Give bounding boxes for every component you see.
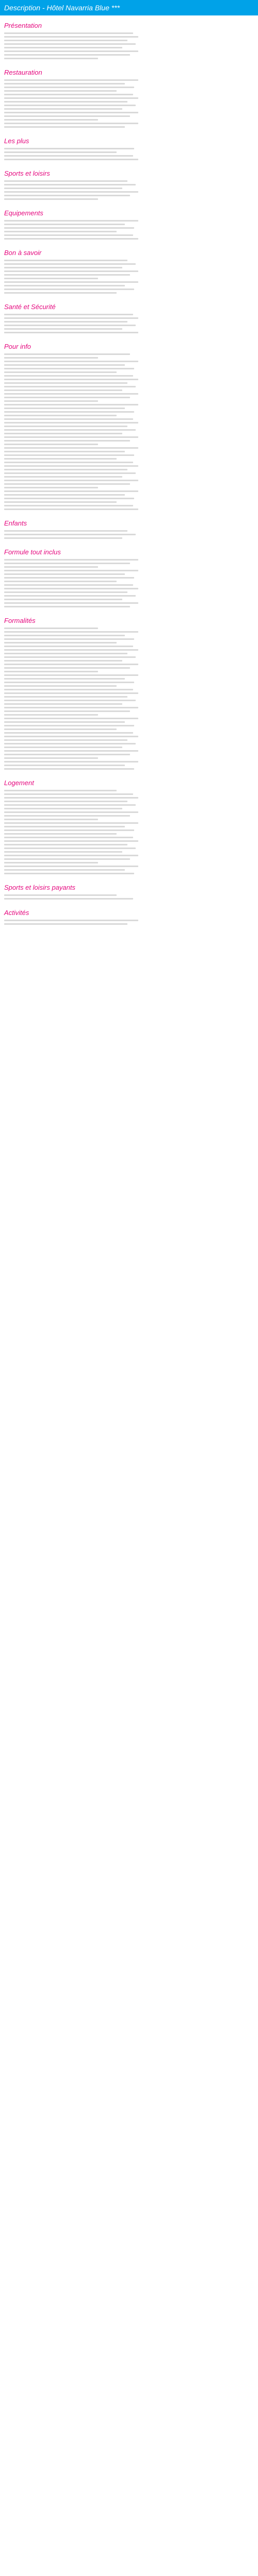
text-line-placeholder: [4, 101, 127, 103]
text-line-placeholder: [4, 278, 98, 279]
text-line-placeholder: [4, 692, 138, 694]
text-line-placeholder: [4, 454, 134, 456]
text-line-placeholder: [4, 757, 98, 759]
text-line-placeholder: [4, 602, 138, 604]
text-line-placeholder: [4, 411, 134, 413]
text-line-placeholder: [4, 591, 127, 593]
text-line-placeholder: [4, 920, 138, 921]
text-line-placeholder: [4, 736, 138, 737]
text-line-placeholder: [4, 155, 133, 157]
text-line-placeholder: [4, 105, 136, 106]
text-line-placeholder: [4, 638, 134, 640]
section-title: Santé et Sécurité: [4, 303, 56, 311]
text-line-placeholder: [4, 119, 98, 121]
text-line-placeholder: [4, 274, 130, 276]
text-line-placeholder: [4, 285, 125, 286]
text-line-placeholder: [4, 696, 127, 698]
text-line-placeholder: [4, 447, 138, 449]
text-line-placeholder: [4, 894, 117, 896]
text-line-placeholder: [4, 357, 98, 359]
text-line-placeholder: [4, 184, 136, 185]
text-line-placeholder: [4, 198, 98, 200]
section-title: Equipements: [4, 209, 43, 217]
text-line-placeholder: [4, 429, 136, 431]
text-line-placeholder: [4, 483, 130, 485]
text-line-placeholder: [4, 433, 122, 434]
section-title: Sports et loisirs: [4, 170, 50, 177]
text-line-placeholder: [4, 292, 117, 294]
text-line-placeholder: [4, 606, 130, 607]
text-line-placeholder: [4, 321, 127, 323]
page-title: Description - Hôtel Navarria Blue ***: [4, 4, 120, 12]
section-restauration: [4, 69, 138, 128]
text-line-placeholder: [4, 260, 127, 261]
section-title: Pour info: [4, 343, 31, 350]
text-line-placeholder: [4, 869, 125, 871]
text-line-placeholder: [4, 700, 136, 701]
text-line-placeholder: [4, 851, 122, 853]
text-line-placeholder: [4, 332, 138, 333]
text-line-placeholder: [4, 188, 122, 189]
text-line-placeholder: [4, 747, 122, 748]
section-title: Restauration: [4, 69, 42, 76]
text-line-placeholder: [4, 234, 133, 236]
text-line-placeholder: [4, 50, 138, 52]
text-line-placeholder: [4, 728, 117, 730]
text-line-placeholder: [4, 180, 127, 182]
text-line-placeholder: [4, 563, 130, 564]
text-line-placeholder: [4, 703, 122, 705]
text-line-placeholder: [4, 270, 138, 272]
text-line-placeholder: [4, 793, 133, 795]
text-line-placeholder: [4, 537, 122, 539]
text-line-placeholder: [4, 667, 130, 669]
text-line-placeholder: [4, 151, 117, 153]
text-line-placeholder: [4, 325, 136, 326]
text-line-placeholder: [4, 829, 134, 831]
text-line-placeholder: [4, 646, 133, 647]
text-line-placeholder: [4, 570, 138, 571]
text-line-placeholder: [4, 671, 98, 672]
text-line-placeholder: [4, 577, 134, 579]
text-line-placeholder: [4, 451, 125, 452]
text-line-placeholder: [4, 108, 122, 110]
text-line-placeholder: [4, 714, 98, 716]
text-line-placeholder: [4, 94, 133, 95]
text-line-placeholder: [4, 631, 138, 633]
text-line-placeholder: [4, 462, 133, 463]
text-line-placeholder: [4, 400, 98, 402]
text-line-placeholder: [4, 750, 138, 752]
text-line-placeholder: [4, 710, 130, 712]
text-line-placeholder: [4, 364, 125, 366]
text-line-placeholder: [4, 47, 122, 48]
text-line-placeholder: [4, 501, 117, 503]
section-title: Bon à savoir: [4, 249, 42, 257]
page-header: [0, 0, 258, 15]
text-line-placeholder: [4, 458, 117, 460]
text-line-placeholder: [4, 826, 125, 827]
text-line-placeholder: [4, 718, 138, 719]
text-line-placeholder: [4, 797, 138, 799]
text-line-placeholder: [4, 862, 98, 863]
section-title: Formalités: [4, 617, 36, 624]
text-line-placeholder: [4, 328, 122, 330]
text-line-placeholder: [4, 317, 138, 319]
text-line-placeholder: [4, 505, 133, 506]
text-line-placeholder: [4, 761, 138, 762]
text-line-placeholder: [4, 581, 117, 582]
text-line-placeholder: [4, 534, 136, 535]
text-line-placeholder: [4, 289, 134, 290]
text-line-placeholder: [4, 801, 127, 802]
text-line-placeholder: [4, 353, 130, 355]
text-line-placeholder: [4, 465, 138, 467]
section-title: Logement: [4, 779, 34, 787]
section-title: Enfants: [4, 519, 27, 527]
text-line-placeholder: [4, 40, 127, 41]
text-line-placeholder: [4, 573, 125, 575]
text-line-placeholder: [4, 689, 133, 690]
text-line-placeholder: [4, 754, 130, 755]
text-line-placeholder: [4, 822, 138, 824]
text-line-placeholder: [4, 159, 138, 160]
text-line-placeholder: [4, 389, 122, 391]
text-line-placeholder: [4, 408, 125, 409]
section-enfants: [4, 519, 138, 539]
section-bon-a-savoir: [4, 249, 138, 294]
text-line-placeholder: [4, 768, 134, 770]
text-line-placeholder: [4, 494, 125, 496]
text-line-placeholder: [4, 840, 138, 842]
section-presentation: [4, 22, 138, 59]
text-line-placeholder: [4, 87, 134, 88]
text-line-placeholder: [4, 725, 134, 726]
text-line-placeholder: [4, 858, 130, 860]
text-line-placeholder: [4, 126, 125, 128]
text-line-placeholder: [4, 115, 130, 117]
text-line-placeholder: [4, 472, 136, 474]
text-line-placeholder: [4, 227, 134, 229]
text-line-placeholder: [4, 682, 134, 683]
text-line-placeholder: [4, 685, 117, 687]
section-sante-securite: [4, 303, 138, 333]
text-line-placeholder: [4, 707, 138, 708]
section-equipements: [4, 209, 138, 240]
text-line-placeholder: [4, 721, 125, 723]
text-line-placeholder: [4, 588, 138, 589]
text-line-placeholder: [4, 418, 133, 420]
text-line-placeholder: [4, 530, 127, 532]
text-line-placeholder: [4, 487, 98, 488]
page-content: [4, 22, 138, 934]
text-line-placeholder: [4, 191, 138, 193]
text-line-placeholder: [4, 422, 138, 423]
text-line-placeholder: [4, 848, 136, 849]
text-line-placeholder: [4, 804, 136, 806]
section-title: Activités: [4, 909, 29, 917]
text-line-placeholder: [4, 415, 117, 416]
text-line-placeholder: [4, 649, 138, 651]
text-line-placeholder: [4, 844, 127, 845]
text-line-placeholder: [4, 43, 136, 45]
text-line-placeholder: [4, 97, 138, 99]
section-title: Sports et loisirs payants: [4, 884, 76, 891]
text-line-placeholder: [4, 923, 127, 925]
text-line-placeholder: [4, 426, 127, 427]
text-line-placeholder: [4, 765, 125, 766]
text-line-placeholder: [4, 628, 98, 629]
text-line-placeholder: [4, 664, 138, 665]
text-line-placeholder: [4, 436, 138, 438]
text-line-placeholder: [4, 660, 122, 662]
text-line-placeholder: [4, 559, 138, 561]
text-line-placeholder: [4, 382, 127, 384]
text-line-placeholder: [4, 281, 138, 283]
text-line-placeholder: [4, 566, 98, 568]
section-formule-tout-inclus: [4, 548, 138, 607]
text-line-placeholder: [4, 314, 133, 315]
text-line-placeholder: [4, 678, 125, 680]
text-line-placeholder: [4, 368, 134, 369]
text-line-placeholder: [4, 397, 130, 398]
text-line-placeholder: [4, 375, 133, 377]
text-line-placeholder: [4, 739, 127, 741]
section-logement: [4, 779, 138, 874]
text-line-placeholder: [4, 32, 133, 34]
text-line-placeholder: [4, 444, 98, 445]
section-title: Présentation: [4, 22, 42, 29]
text-line-placeholder: [4, 595, 136, 597]
section-activites: [4, 909, 138, 925]
text-line-placeholder: [4, 379, 138, 380]
text-line-placeholder: [4, 674, 138, 676]
text-line-placeholder: [4, 224, 125, 225]
text-line-placeholder: [4, 440, 130, 442]
text-line-placeholder: [4, 480, 138, 481]
text-line-placeholder: [4, 195, 130, 196]
text-line-placeholder: [4, 833, 117, 835]
text-line-placeholder: [4, 866, 138, 867]
section-sports-loisirs: [4, 170, 138, 200]
text-line-placeholder: [4, 873, 134, 874]
text-line-placeholder: [4, 656, 136, 658]
section-title: Les plus: [4, 137, 29, 145]
text-line-placeholder: [4, 790, 117, 791]
text-line-placeholder: [4, 642, 117, 643]
text-line-placeholder: [4, 635, 125, 636]
text-line-placeholder: [4, 732, 133, 734]
text-line-placeholder: [4, 808, 122, 809]
text-line-placeholder: [4, 148, 134, 149]
text-line-placeholder: [4, 231, 117, 232]
text-line-placeholder: [4, 469, 127, 470]
text-line-placeholder: [4, 404, 138, 405]
text-line-placeholder: [4, 83, 125, 84]
text-line-placeholder: [4, 90, 117, 92]
text-line-placeholder: [4, 584, 133, 586]
section-sports-loisirs-payants: [4, 884, 138, 900]
text-line-placeholder: [4, 811, 138, 813]
text-line-placeholder: [4, 361, 138, 362]
text-line-placeholder: [4, 855, 138, 856]
text-line-placeholder: [4, 819, 98, 820]
text-line-placeholder: [4, 123, 138, 124]
text-line-placeholder: [4, 815, 130, 817]
section-title: Formule tout inclus: [4, 548, 61, 556]
text-line-placeholder: [4, 263, 136, 265]
text-line-placeholder: [4, 393, 138, 395]
section-les-plus: [4, 137, 138, 160]
text-line-placeholder: [4, 220, 138, 222]
section-pour-info: [4, 343, 138, 510]
text-line-placeholder: [4, 490, 138, 492]
text-line-placeholder: [4, 54, 130, 56]
text-line-placeholder: [4, 112, 138, 113]
text-line-placeholder: [4, 238, 138, 240]
text-line-placeholder: [4, 743, 136, 744]
text-line-placeholder: [4, 267, 122, 268]
text-line-placeholder: [4, 386, 136, 387]
text-line-placeholder: [4, 371, 117, 373]
text-line-placeholder: [4, 509, 138, 510]
text-line-placeholder: [4, 498, 134, 499]
text-line-placeholder: [4, 476, 122, 478]
text-line-placeholder: [4, 58, 98, 59]
text-line-placeholder: [4, 837, 133, 838]
text-line-placeholder: [4, 79, 138, 81]
text-line-placeholder: [4, 599, 122, 600]
text-line-placeholder: [4, 653, 127, 654]
text-line-placeholder: [4, 36, 138, 38]
text-line-placeholder: [4, 898, 133, 900]
section-formalites: [4, 617, 138, 770]
